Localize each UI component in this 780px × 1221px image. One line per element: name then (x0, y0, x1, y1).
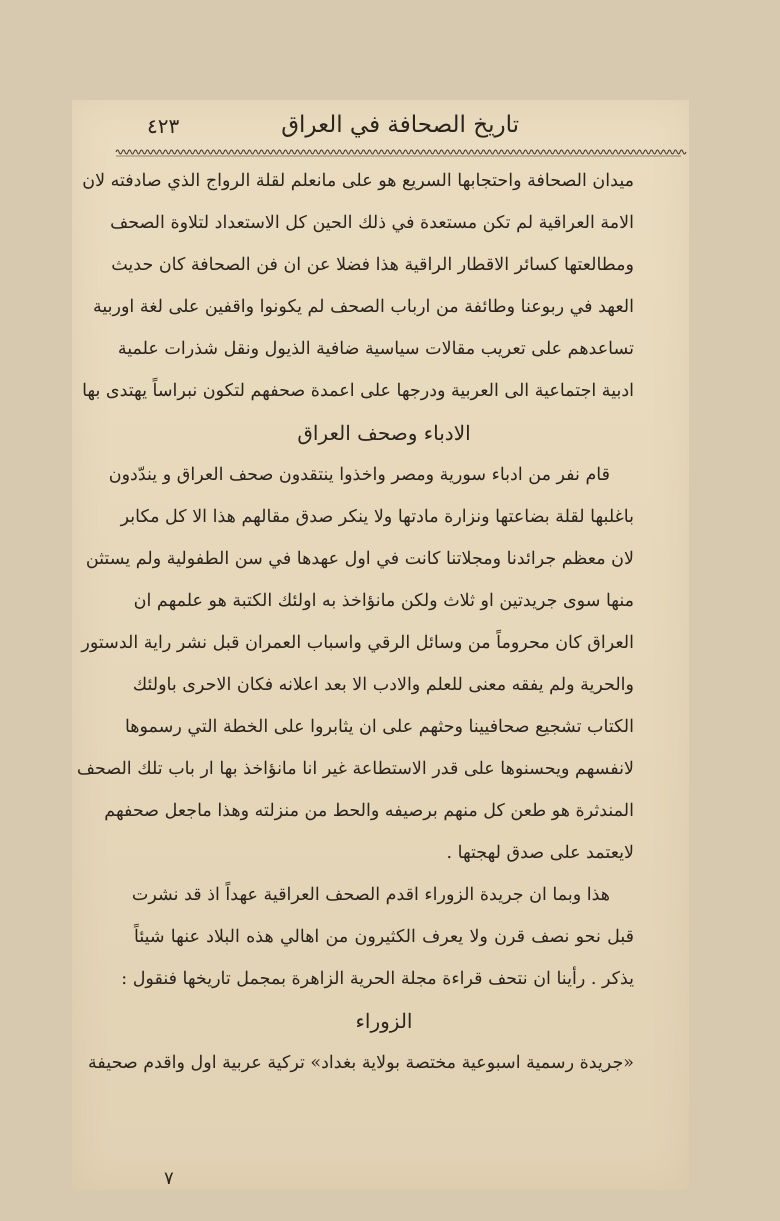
signature-mark: ٧ (164, 1168, 174, 1189)
section-heading: الادباء وصحف العراق (297, 421, 471, 445)
section-heading: الزوراء (355, 1009, 413, 1033)
text-line: المندثرة هو طعن كل منهم برصيفه والحط من منزلته وهذا ماجعل صحفهم (104, 801, 634, 821)
text-line: لان معظم جرائدنا ومجلاتنا كانت في اول عهدها في سن الطفولية ولم يستثن (85, 549, 634, 569)
text-line: ادبية اجتماعية الى العربية ودرجها على اعمدة صحفهم لتكون نبراساً يهتدى بها (82, 381, 634, 401)
text-line: تساعدهم على تعريب مقالات سياسية ضافية الذيول ونقل شذرات علمية (117, 339, 634, 359)
paragraph-3 (121, 874, 634, 1000)
text-line: «جريدة رسمية اسبوعية مختصة بولاية بغداد» تركية عربية اول واقدم صحيفة (88, 1053, 634, 1073)
text-line: يذكر . رأينا ان نتحف قراءة مجلة الحرية الزاهرة بمجمل تاريخها فنقول : (121, 969, 634, 989)
text-line: منها سوى جريدتين او ثلاث ولكن مانؤاخذ به اولئك الكتبة هو علمهم ان (133, 591, 634, 611)
running-title: تاريخ الصحافة في العراق (281, 112, 519, 138)
page-number: ٤٢٣ (147, 114, 180, 138)
text-line: لانفسهم ويحسنوها على قدر الاستطاعة غير انا مانؤاخذ بها ار باب تلك الصحف (76, 759, 634, 779)
text-line: ميدان الصحافة واحتجابها السريع هو على مانعلم لقلة الرواج الذي صادفته لان (82, 171, 634, 191)
body-text (76, 160, 634, 1084)
text-line: الكتاب تشجيع صحافيينا وحثهم على ان يثابروا على الخطة التي رسموها (124, 717, 634, 737)
text-line: العراق كان محروماً من وسائل الرقي واسباب العمران قبل نشر راية الدستور (81, 633, 634, 653)
text-line: العهد في ربوعنا وطائفة من ارباب الصحف لم يكونوا واقفين على لغة اوربية (92, 297, 634, 317)
page-header (72, 108, 689, 148)
paragraph-4 (88, 1042, 634, 1084)
book-page (72, 100, 689, 1190)
text-line: قام نفر من ادباء سورية ومصر واخذوا ينتقدون صحف العراق و يندّدون (108, 465, 610, 485)
text-line: باغلبها لقلة بضاعتها ونزارة مادتها ولا ينكر صدق مقالهم هذا الا كل مكابر (120, 507, 634, 527)
text-line: قبل نحو نصف قرن ولا يعرف الكثيرون من اهالي هذه البلاد عنها شيئاً (134, 927, 634, 947)
text-line: والحرية ولم يفقه معنى للعلم والادب الا بعد اعلانه فكان الاحرى باولئك (132, 675, 634, 695)
wavy-rule (116, 146, 681, 158)
paragraph-2 (76, 454, 634, 874)
text-line: هذا وبما ان جريدة الزوراء اقدم الصحف العراقية عهداً اذ قد نشرت (131, 885, 610, 905)
paragraph-1 (82, 160, 634, 412)
text-line: ومطالعتها كسائر الاقطار الراقية هذا فضلا عن ان فن الصحافة كان حديث (111, 255, 634, 275)
text-line: الامة العراقية لم تكن مستعدة في ذلك الحين كل الاستعداد لتلاوة الصحف (110, 213, 634, 233)
text-line: لايعتمد على صدق لهجتها . (446, 843, 634, 863)
